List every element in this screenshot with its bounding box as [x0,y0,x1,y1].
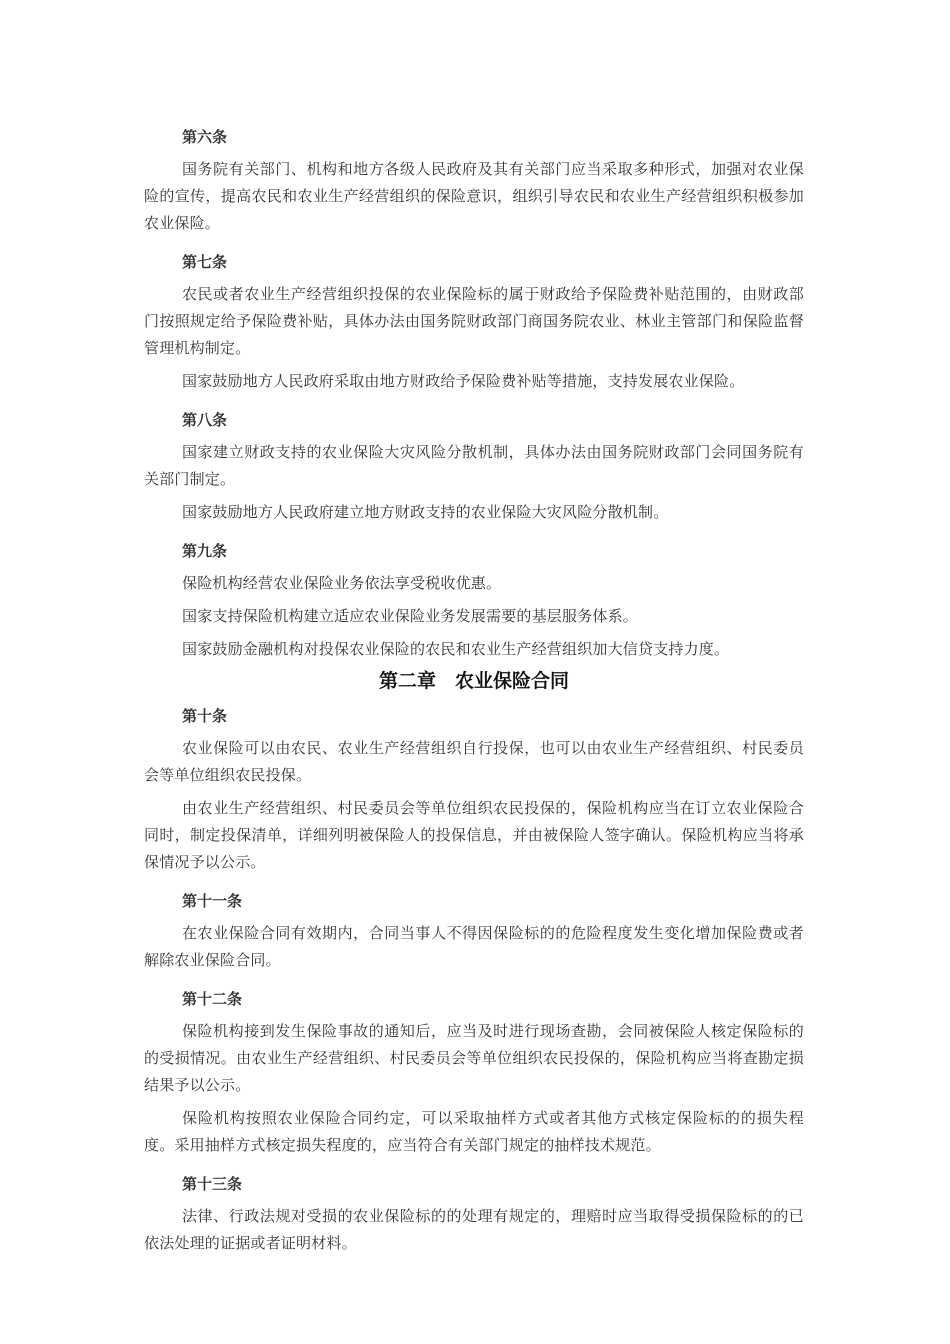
paragraph: 农民或者农业生产经营组织投保的农业保险标的属于财政给予保险费补贴范围的，由财政部门按照规定给予保险费补贴，具体办法由国务院财政部门商国务院农业、林业主管部门和保险监督管理机构制定。 [144,285,804,357]
paragraph: 保险机构接到发生保险事故的通知后，应当及时进行现场查勘，会同被保险人核定保险标的的受损情况。由农业生产经营组织、村民委员会等单位组织农民投保的，保险机构应当将查勘定损结果予以公示。 [144,1022,804,1094]
article-title-12: 第十二条 [182,990,243,1008]
paragraph: 国家鼓励地方人民政府建立地方财政支持的农业保险大灾风险分散机制。 [182,503,669,521]
article-title-13: 第十三条 [182,1175,243,1193]
article-title-10: 第十条 [182,707,228,725]
chapter-title: 第二章 农业保险合同 [378,670,569,692]
paragraph: 国家鼓励地方人民政府采取由地方财政给予保险费补贴等措施，支持发展农业保险。 [182,372,745,390]
paragraph: 在农业保险合同有效期内，合同当事人不得因保险标的的危险程度发生变化增加保险费或者解除农业保险合同。 [144,924,804,969]
article-title-7: 第七条 [182,253,228,271]
document-page [144,118,804,1263]
paragraph: 由农业生产经营组织、村民委员会等单位组织农民投保的，保险机构应当在订立农业保险合同时，制定投保清单，详细列明被保险人的投保信息，并由被保险人签字确认。保险机构应当将承保情况予以公示。 [144,799,804,871]
paragraph: 国家支持保险机构建立适应农业保险业务发展需要的基层服务体系。 [182,607,639,625]
paragraph: 国务院有关部门、机构和地方各级人民政府及其有关部门应当采取多种形式，加强对农业保险的宣传，提高农民和农业生产经营组织的保险意识，组织引导农民和农业生产经营组织积极参加农业保险。 [144,160,804,232]
article-title-9: 第九条 [182,542,228,560]
paragraph: 保险机构按照农业保险合同约定，可以采取抽样方式或者其他方式核定保险标的的损失程度。采用抽样方式核定损失程度的，应当符合有关部门规定的抽样技术规范。 [144,1109,804,1154]
article-title-11: 第十一条 [182,892,243,910]
paragraph: 农业保险可以由农民、农业生产经营组织自行投保，也可以由农业生产经营组织、村民委员会等单位组织农民投保。 [144,739,804,784]
paragraph: 保险机构经营农业保险业务依法享受税收优惠。 [182,574,502,592]
article-title-6: 第六条 [182,128,228,146]
paragraph: 法律、行政法规对受损的农业保险标的的处理有规定的，理赔时应当取得受损保险标的的已依法处理的证据或者证明材料。 [144,1207,804,1252]
paragraph: 国家建立财政支持的农业保险大灾风险分散机制，具体办法由国务院财政部门会同国务院有关部门制定。 [144,443,804,488]
article-title-8: 第八条 [182,411,228,429]
paragraph: 国家鼓励金融机构对投保农业保险的农民和农业生产经营组织加大信贷支持力度。 [182,640,730,658]
